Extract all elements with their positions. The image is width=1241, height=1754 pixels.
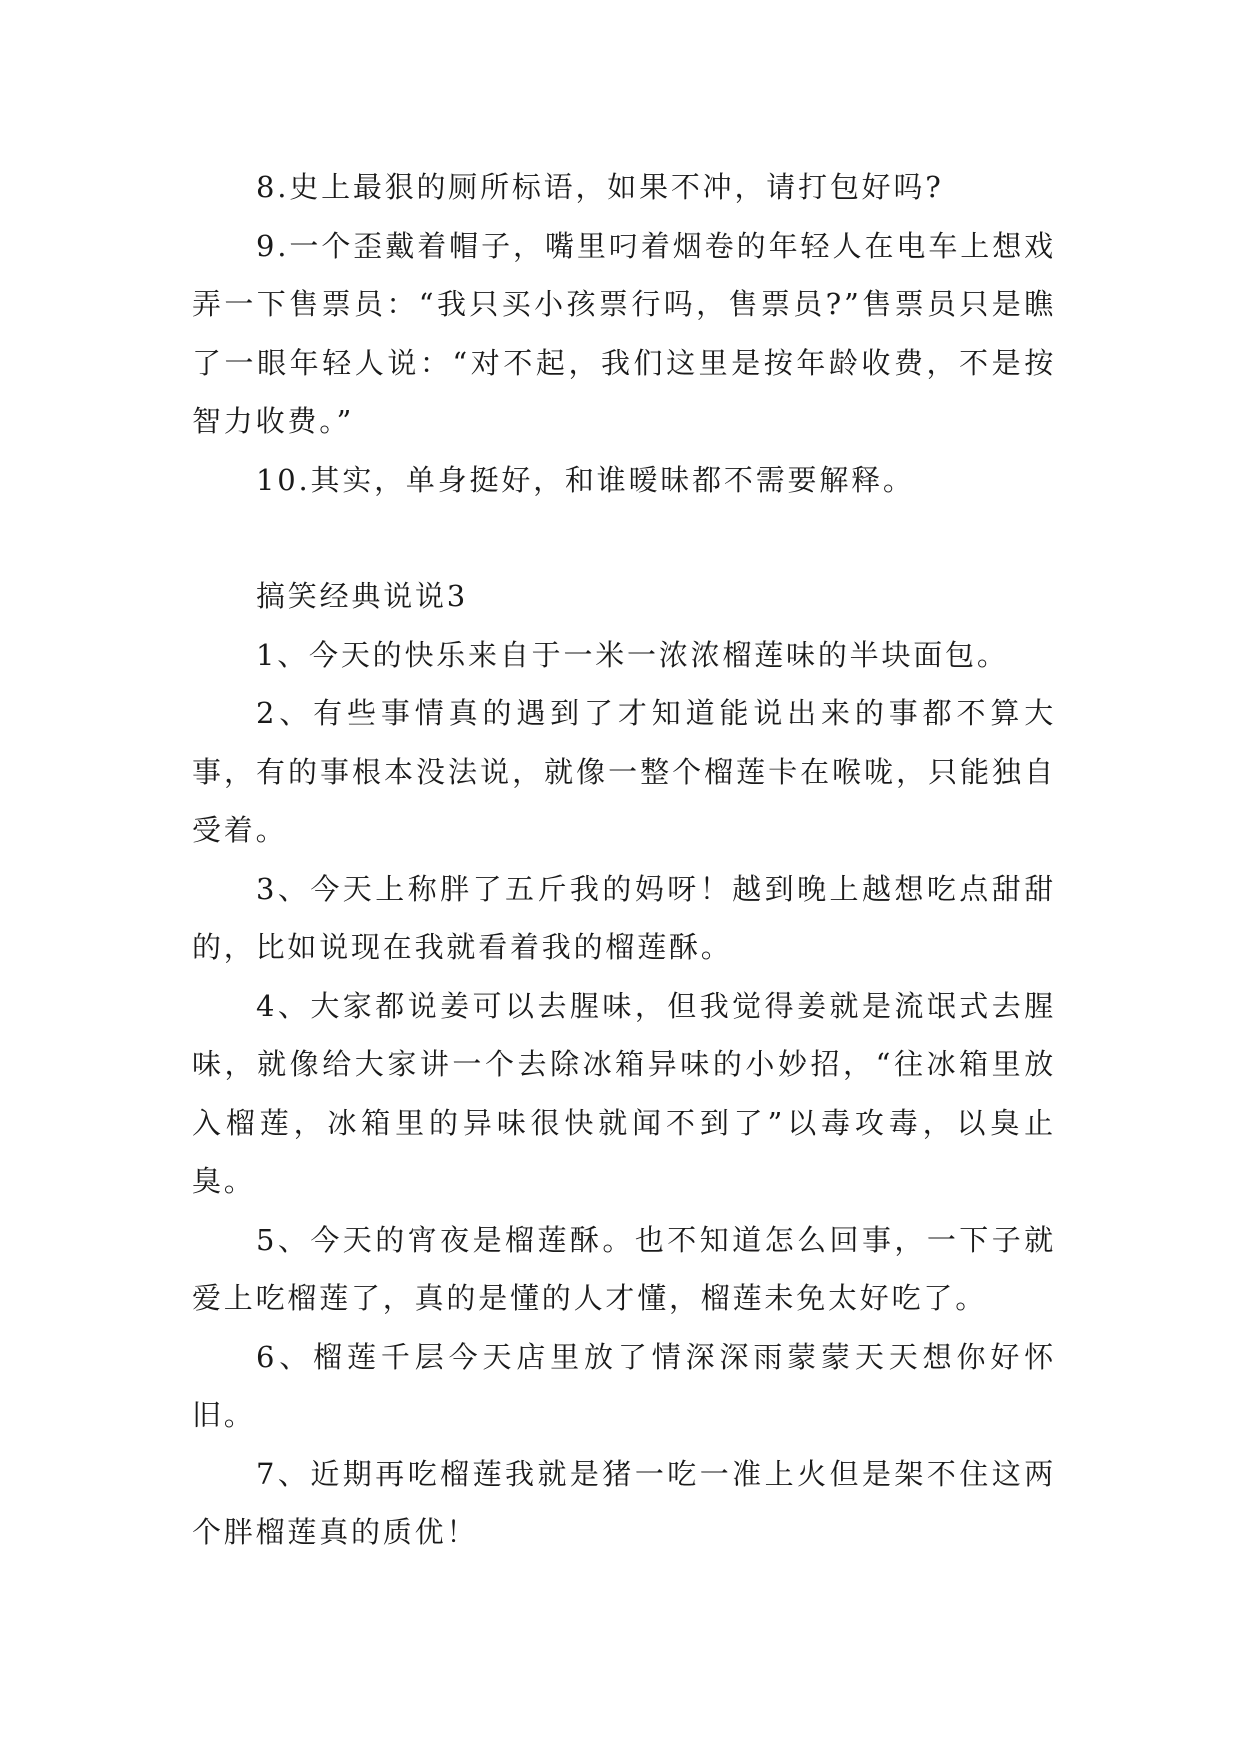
paragraph-10: 10.其实，单身挺好，和谁暧昧都不需要解释。	[256, 462, 915, 497]
list-item-1: 1、今天的快乐来自于一米一浓浓榴莲味的半块面包。	[256, 637, 1009, 672]
section-heading: 搞笑经典说说3	[256, 579, 469, 613]
document-body	[192, 158, 1056, 1562]
list-item-2: 2、有些事情真的遇到了才知道能说出来的事都不算大事，有的事根本没法说，就像一整个榴莲卡在喉咙，只能独自受着。	[192, 696, 1056, 847]
paragraph-9: 9.一个歪戴着帽子，嘴里叼着烟卷的年轻人在电车上想戏弄一下售票员：“我只买小孩票行吗，售票员?”售票员只是瞧了一眼年轻人说：“对不起，我们这里是按年龄收费，不是按智力收费。”	[192, 228, 1056, 438]
paragraph-8: 8.史上最狠的厕所标语，如果不冲，请打包好吗?	[256, 170, 944, 204]
list-item-7: 7、近期再吃榴莲我就是猪一吃一准上火但是架不住这两个胖榴莲真的质优！	[192, 1456, 1056, 1549]
list-item-4: 4、大家都说姜可以去腥味，但我觉得姜就是流氓式去腥味，就像给大家讲一个去除冰箱异味的小妙招，“往冰箱里放入榴莲，冰箱里的异味很快就闻不到了”以毒攻毒，以臭止臭。	[192, 988, 1056, 1198]
list-item-3: 3、今天上称胖了五斤我的妈呀！越到晚上越想吃点甜甜的，比如说现在我就看着我的榴莲酥。	[192, 871, 1056, 964]
list-item-5: 5、今天的宵夜是榴莲酥。也不知道怎么回事，一下子就爱上吃榴莲了，真的是懂的人才懂，榴莲未免太好吃了。	[192, 1222, 1056, 1315]
list-item-6: 6、榴莲千层今天店里放了情深深雨蒙蒙天天想你好怀旧。	[192, 1339, 1056, 1432]
section-spacer	[192, 509, 1056, 567]
